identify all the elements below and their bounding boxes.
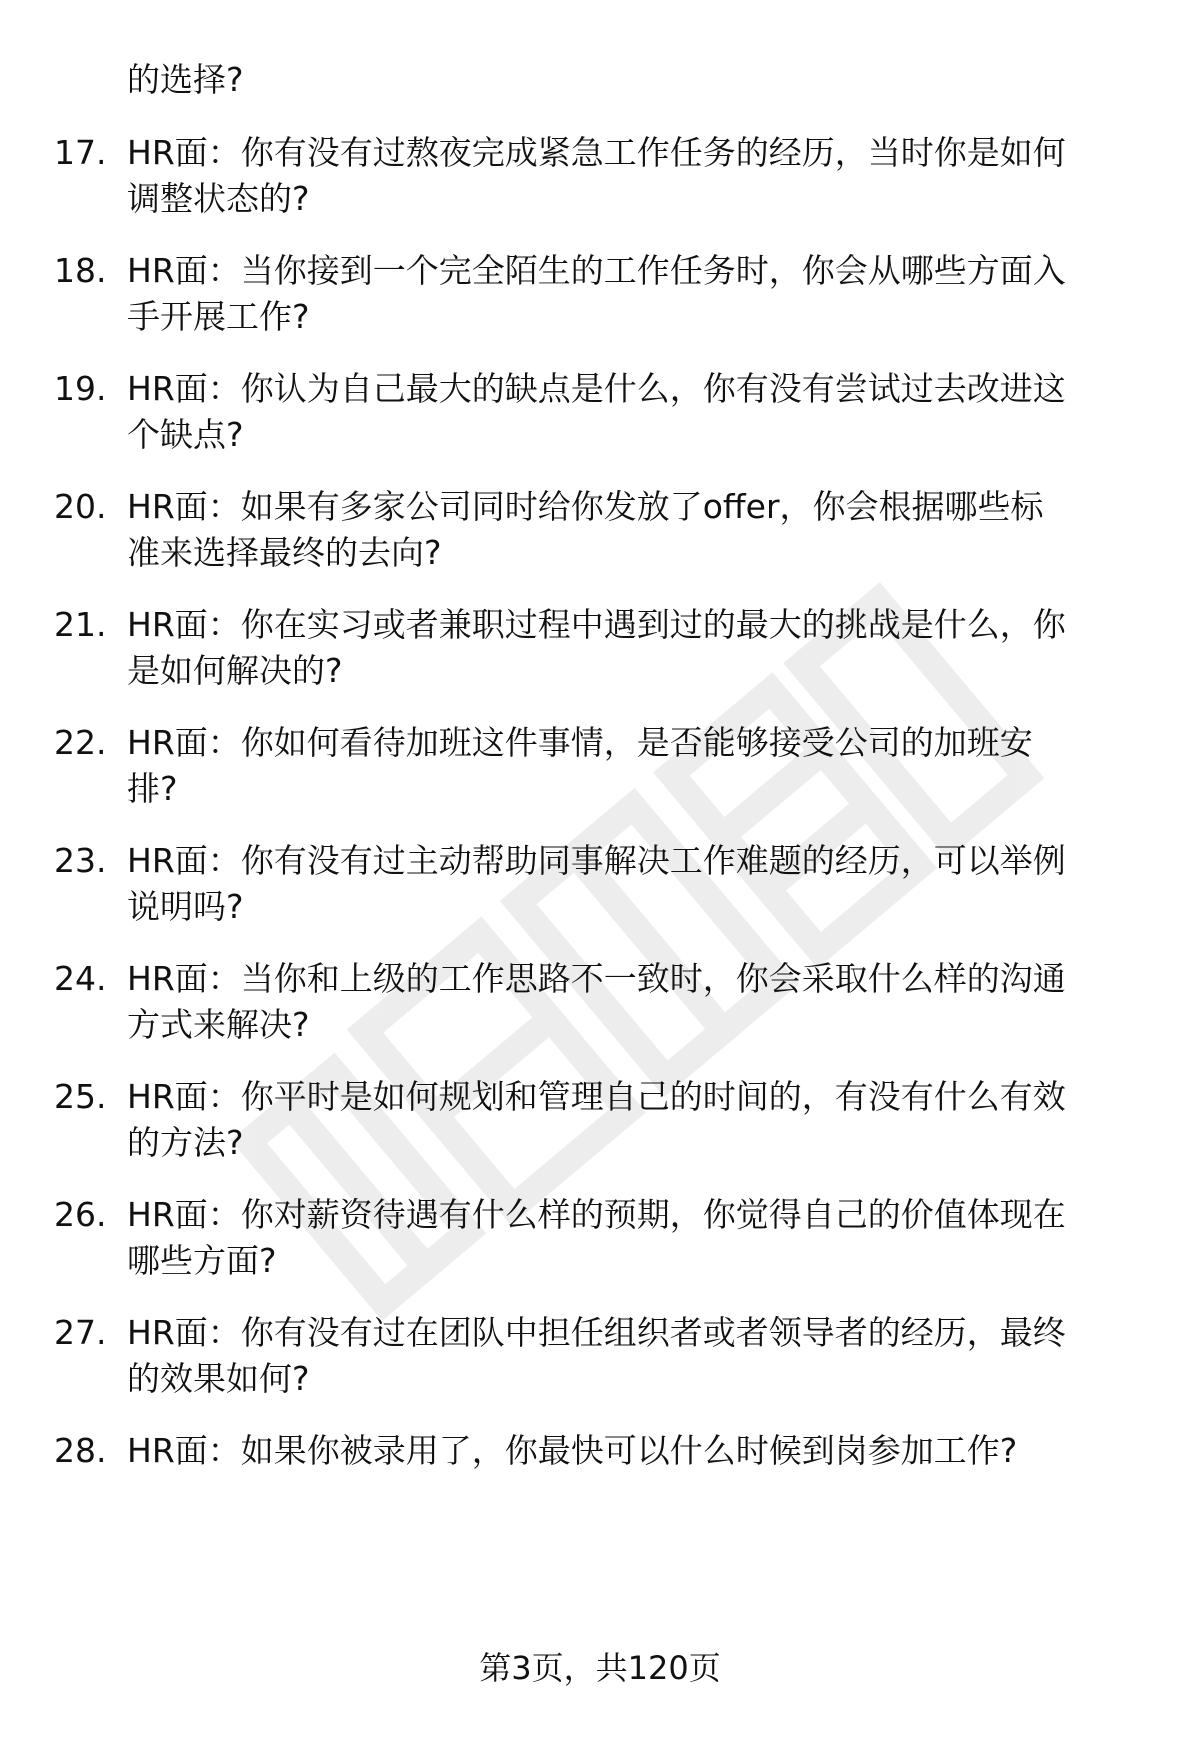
question-number: 19. xyxy=(54,369,107,408)
question-item xyxy=(0,603,1200,693)
question-item xyxy=(0,1193,1200,1283)
question-item xyxy=(0,839,1200,929)
question-text-line1: HR面：你对薪资待遇有什么样的预期，你觉得自己的价值体现在 xyxy=(127,1195,1066,1234)
question-text-line2: 的效果如何? xyxy=(127,1359,310,1398)
question-text-line1: HR面：当你接到一个完全陌生的工作任务时，你会从哪些方面入 xyxy=(127,251,1066,290)
question-text-line2: 准来选择最终的去向? xyxy=(127,533,442,572)
question-text-line2: 说明吗? xyxy=(127,887,244,926)
question-item xyxy=(0,1311,1200,1401)
question-text-line2: 个缺点? xyxy=(127,415,244,454)
question-text-line1: HR面：如果有多家公司同时给你发放了offer，你会根据哪些标 xyxy=(127,487,1044,526)
page-footer: 第3页，共120页 xyxy=(479,1649,721,1687)
previous-question-continuation: 的选择? xyxy=(127,60,244,99)
question-item xyxy=(0,485,1200,575)
question-text-line1: HR面：你有没有过主动帮助同事解决工作难题的经历，可以举例 xyxy=(127,841,1066,880)
question-number: 21. xyxy=(54,605,107,644)
question-item xyxy=(0,367,1200,457)
question-item xyxy=(0,1429,1200,1519)
question-text-line2: 方式来解决? xyxy=(127,1005,310,1044)
question-text-line1: HR面：你认为自己最大的缺点是什么，你有没有尝试过去改进这 xyxy=(127,369,1066,408)
question-number: 26. xyxy=(54,1195,107,1234)
question-number: 22. xyxy=(54,723,107,762)
question-text-line1: HR面：当你和上级的工作思路不一致时，你会采取什么样的沟通 xyxy=(127,959,1066,998)
question-number: 23. xyxy=(54,841,107,880)
question-text-line2: 的方法? xyxy=(127,1123,244,1162)
question-item xyxy=(0,1075,1200,1165)
question-number: 28. xyxy=(54,1431,107,1470)
question-text-line2: 排? xyxy=(127,769,178,808)
question-text-line1: HR面：你在实习或者兼职过程中遇到过的最大的挑战是什么，你 xyxy=(127,605,1066,644)
question-number: 25. xyxy=(54,1077,107,1116)
question-item xyxy=(0,249,1200,339)
question-number: 24. xyxy=(54,959,107,998)
question-number: 17. xyxy=(54,133,107,172)
question-number: 18. xyxy=(54,251,107,290)
question-item xyxy=(0,957,1200,1047)
question-number: 27. xyxy=(54,1313,107,1352)
question-item xyxy=(0,721,1200,811)
question-item xyxy=(0,131,1200,221)
question-text-line1: HR面：你有没有过在团队中担任组织者或者领导者的经历，最终 xyxy=(127,1313,1066,1352)
question-number: 20. xyxy=(54,487,107,526)
question-text-line1: HR面：你如何看待加班这件事情，是否能够接受公司的加班安 xyxy=(127,723,1033,762)
question-text-line2: 是如何解决的? xyxy=(127,651,343,690)
question-text-line1: HR面：你有没有过熬夜完成紧急工作任务的经历，当时你是如何 xyxy=(127,133,1066,172)
question-text-line1: HR面：你平时是如何规划和管理自己的时间的，有没有什么有效 xyxy=(127,1077,1066,1116)
question-text-line1: HR面：如果你被录用了，你最快可以什么时候到岗参加工作? xyxy=(127,1431,1018,1470)
question-text-line2: 哪些方面? xyxy=(127,1241,277,1280)
question-text-line2: 手开展工作? xyxy=(127,297,310,336)
question-text-line2: 调整状态的? xyxy=(127,179,310,218)
